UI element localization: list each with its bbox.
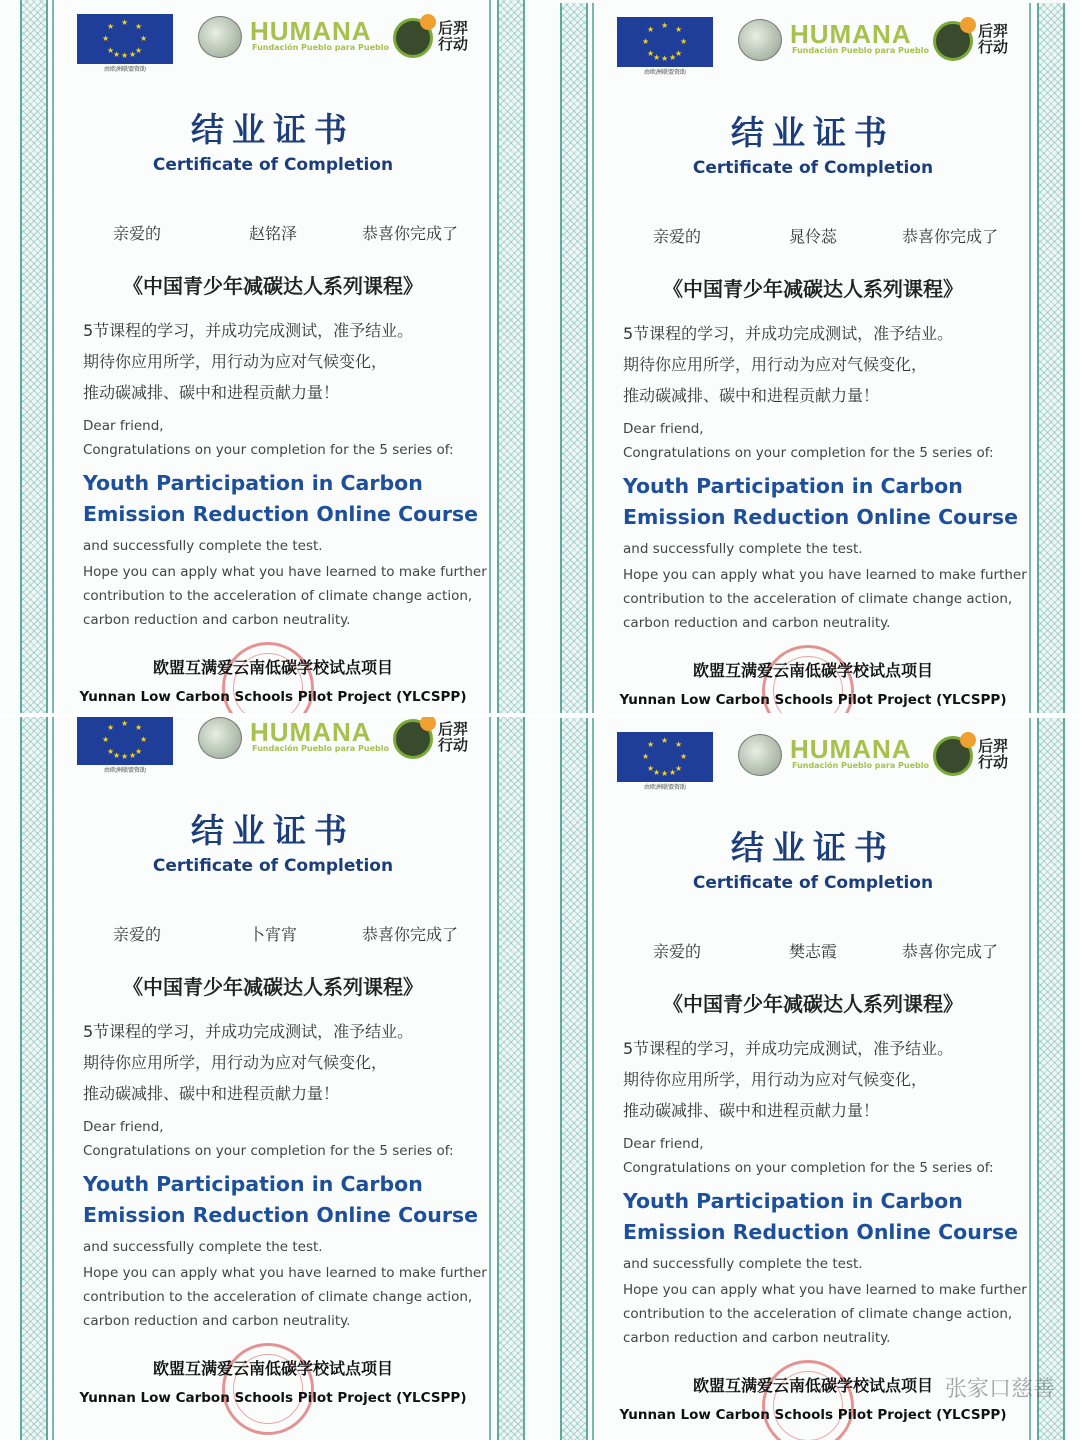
course-title-en: Emission Reduction Online Course (623, 1220, 1019, 1244)
congrats-cn: 恭喜你完成了 (902, 227, 999, 246)
eu-flag-logo: ★ ★ ★ ★ ★ ★ ★ ★ ★ ★ (617, 732, 713, 782)
humana-logo: HUMANA (790, 19, 912, 49)
body-en-line: and successfully complete the test. (83, 1239, 323, 1255)
title-en: Certificate of Completion (152, 856, 394, 876)
recipient-name: 晁伶蕊 (788, 227, 837, 246)
greeting: 亲爱的 (113, 224, 162, 243)
globe-logo (198, 16, 242, 58)
body-en-line: Hope you can apply what you have learned to make further (83, 564, 487, 580)
sun-icon (960, 17, 976, 33)
eu-flag-logo: ★ ★ ★ ★ ★ ★ ★ ★ ★ ★ (617, 17, 713, 67)
body-en-line: and successfully complete the test. (623, 541, 863, 557)
body-en-line: carbon reduction and carbon neutrality. (623, 1330, 891, 1346)
eu-caption: 由欧洲联盟资助 (103, 767, 146, 774)
congrats-en: Congratulations on your completion for the 5 series of: (623, 445, 994, 461)
congrats-en: Congratulations on your completion for the 5 series of: (623, 1160, 994, 1176)
certificate (0, 717, 540, 1440)
congrats-cn: 恭喜你完成了 (362, 224, 459, 243)
official-stamp (762, 1360, 854, 1440)
humana-logo: HUMANA (250, 717, 372, 747)
title-cn: 结业证书 (731, 113, 895, 152)
course-title-cn: 《中国青少年减碳达人系列课程》 (663, 277, 963, 301)
certificate-cell (0, 717, 540, 1440)
congrats-cn: 恭喜你完成了 (362, 925, 459, 944)
body-en-line: carbon reduction and carbon neutrality. (83, 1313, 351, 1329)
recipient-name: 卜宵宵 (248, 925, 297, 944)
body-cn-line: 期待你应用所学，用行动为应对气候变化， (83, 352, 388, 371)
houyi-logo-text: 后羿行动 (438, 19, 469, 53)
body-cn-line: 推动碳减排、碳中和进程贡献力量！ (623, 1101, 880, 1120)
eu-caption: 由欧洲联盟资助 (643, 69, 686, 76)
congrats-cn: 恭喜你完成了 (902, 942, 999, 961)
title-cn: 结业证书 (191, 811, 355, 850)
body-cn-line: 期待你应用所学，用行动为应对气候变化， (623, 1070, 928, 1089)
body-en-line: carbon reduction and carbon neutrality. (623, 615, 891, 631)
globe-logo (738, 19, 782, 61)
sun-icon (960, 732, 976, 748)
congrats-en: Congratulations on your completion for the 5 series of: (83, 442, 454, 458)
project-name-en: Yunnan Low Carbon Schools Pilot Project (YLCSPP) (619, 692, 1007, 708)
dear-friend: Dear friend, (623, 1136, 704, 1152)
body-cn-line: 推动碳减排、碳中和进程贡献力量！ (83, 383, 340, 402)
certificate-cell (540, 717, 1080, 1440)
humana-subtitle: Fundación Pueblo para Pueblo (792, 46, 929, 55)
certificate-cell (0, 0, 540, 713)
course-title-cn: 《中国青少年减碳达人系列课程》 (123, 274, 423, 298)
body-en-line: contribution to the acceleration of climate change action, (83, 588, 473, 604)
body-en-line: contribution to the acceleration of climate change action, (83, 1289, 473, 1305)
body-en-line: contribution to the acceleration of climate change action, (623, 591, 1013, 607)
course-title-en: Youth Participation in Carbon (83, 471, 423, 495)
certificate (0, 0, 540, 713)
title-en: Certificate of Completion (692, 158, 934, 178)
body-en-line: Hope you can apply what you have learned to make further (83, 1265, 487, 1281)
project-name-cn: 欧盟互满爱云南低碳学校试点项目 (692, 661, 933, 680)
certificate (540, 718, 1080, 1440)
recipient-name: 樊志霞 (788, 942, 837, 961)
body-cn-line: 推动碳减排、碳中和进程贡献力量！ (623, 386, 880, 405)
dear-friend: Dear friend, (83, 418, 164, 434)
eu-flag-logo: ★ ★ ★ ★ ★ ★ ★ ★ ★ ★ (77, 14, 173, 64)
body-cn-line: 5节课程的学习，并成功完成测试，准予结业。 (83, 1022, 414, 1041)
project-name-cn: 欧盟互满爱云南低碳学校试点项目 (692, 1376, 933, 1395)
project-name-en: Yunnan Low Carbon Schools Pilot Project (YLCSPP) (619, 1407, 1007, 1423)
body-en-line: Hope you can apply what you have learned to make further (623, 1282, 1027, 1298)
eu-caption: 由欧洲联盟资助 (103, 66, 146, 73)
course-title-cn: 《中国青少年减碳达人系列课程》 (663, 992, 963, 1016)
humana-subtitle: Fundación Pueblo para Pueblo (252, 43, 389, 52)
recipient-name: 赵铭泽 (248, 224, 297, 243)
certificate-cell (540, 0, 1080, 713)
greeting: 亲爱的 (653, 942, 702, 961)
sun-icon (420, 14, 436, 30)
course-title-en: Youth Participation in Carbon (83, 1172, 423, 1196)
course-title-en: Emission Reduction Online Course (83, 502, 479, 526)
houyi-logo-text: 后羿行动 (978, 737, 1009, 771)
project-name-cn: 欧盟互满爱云南低碳学校试点项目 (152, 658, 393, 677)
globe-logo (198, 717, 242, 759)
body-en-line: and successfully complete the test. (83, 538, 323, 554)
greeting: 亲爱的 (113, 925, 162, 944)
body-cn-line: 推动碳减排、碳中和进程贡献力量！ (83, 1084, 340, 1103)
houyi-logo-text: 后羿行动 (978, 22, 1009, 56)
course-title-cn: 《中国青少年减碳达人系列课程》 (123, 975, 423, 999)
body-en-line: carbon reduction and carbon neutrality. (83, 612, 351, 628)
body-cn-line: 5节课程的学习，并成功完成测试，准予结业。 (623, 1039, 954, 1058)
course-title-en: Youth Participation in Carbon (623, 1189, 963, 1213)
project-name-cn: 欧盟互满爱云南低碳学校试点项目 (152, 1359, 393, 1378)
course-title-en: Emission Reduction Online Course (83, 1203, 479, 1227)
humana-subtitle: Fundación Pueblo para Pueblo (792, 761, 929, 770)
project-name-en: Yunnan Low Carbon Schools Pilot Project (YLCSPP) (79, 1390, 467, 1406)
course-title-en: Emission Reduction Online Course (623, 505, 1019, 529)
eu-flag-logo: ★ ★ ★ ★ ★ ★ ★ ★ ★ ★ (77, 717, 173, 765)
title-en: Certificate of Completion (692, 873, 934, 893)
dear-friend: Dear friend, (83, 1119, 164, 1135)
watermark: 张家口慈善 (945, 1377, 1056, 1402)
dear-friend: Dear friend, (623, 421, 704, 437)
body-cn-line: 期待你应用所学，用行动为应对气候变化， (83, 1053, 388, 1072)
sun-icon (420, 717, 436, 731)
globe-logo (738, 734, 782, 776)
body-cn-line: 5节课程的学习，并成功完成测试，准予结业。 (623, 324, 954, 343)
congrats-en: Congratulations on your completion for the 5 series of: (83, 1143, 454, 1159)
body-cn-line: 期待你应用所学，用行动为应对气候变化， (623, 355, 928, 374)
certificate (540, 3, 1080, 713)
course-title-en: Youth Participation in Carbon (623, 474, 963, 498)
body-en-line: and successfully complete the test. (623, 1256, 863, 1272)
title-en: Certificate of Completion (152, 155, 394, 175)
project-name-en: Yunnan Low Carbon Schools Pilot Project (YLCSPP) (79, 689, 467, 705)
title-cn: 结业证书 (191, 110, 355, 149)
body-en-line: Hope you can apply what you have learned to make further (623, 567, 1027, 583)
humana-logo: HUMANA (790, 734, 912, 764)
body-cn-line: 5节课程的学习，并成功完成测试，准予结业。 (83, 321, 414, 340)
greeting: 亲爱的 (653, 227, 702, 246)
title-cn: 结业证书 (731, 828, 895, 867)
body-en-line: contribution to the acceleration of climate change action, (623, 1306, 1013, 1322)
houyi-logo-text: 后羿行动 (438, 720, 469, 754)
eu-caption: 由欧洲联盟资助 (643, 784, 686, 791)
humana-subtitle: Fundación Pueblo para Pueblo (252, 744, 389, 753)
humana-logo: HUMANA (250, 16, 372, 46)
